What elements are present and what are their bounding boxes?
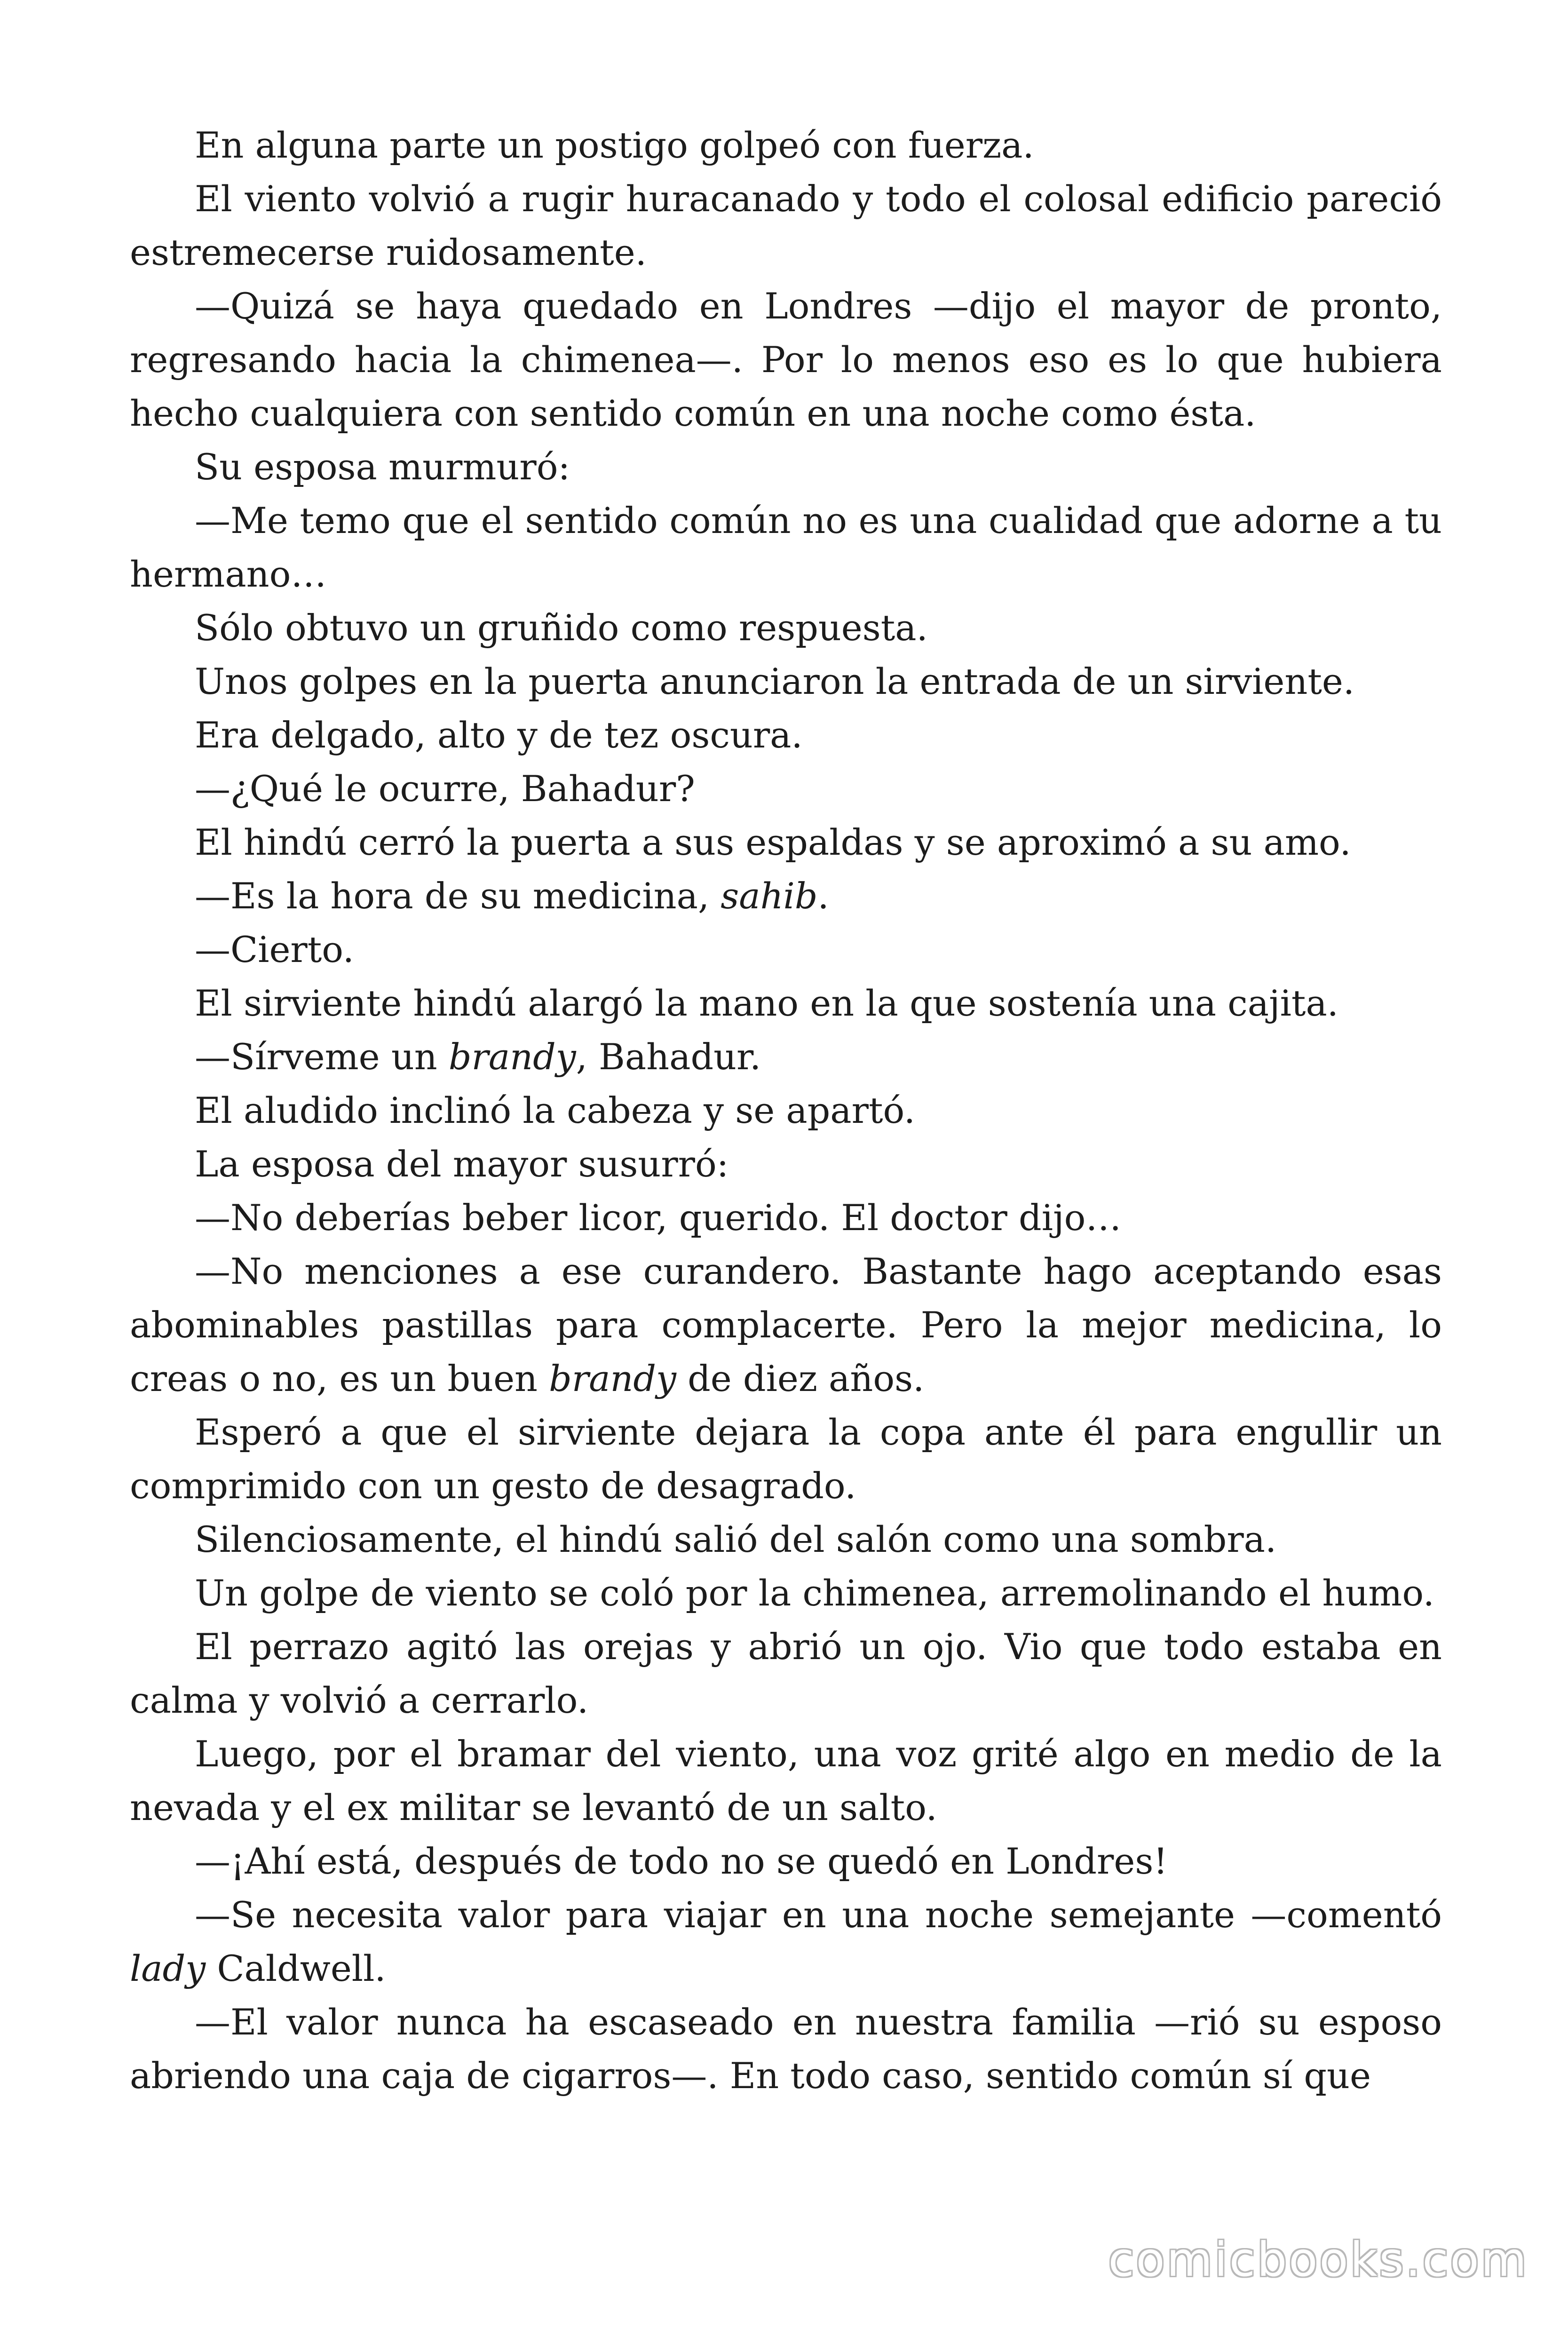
- italic-word: lady: [130, 1947, 206, 1989]
- paragraph: Sólo obtuvo un gruñido como respuesta.: [195, 607, 928, 649]
- paragraph: —El valor nunca ha escaseado en nuestra familia —rió su esposo abriendo una caja de cigarros—. En todo caso, sentido común sí que: [130, 2001, 1442, 2097]
- paragraph: El sirviente hindú alargó la mano en la que sostenía una cajita.: [195, 982, 1338, 1024]
- paragraph: —Quizá se haya quedado en Londres —dijo el mayor de pronto, regresando hacia la chimenea—. Por lo menos eso es lo que hubiera hecho cualquiera con sentido común en una noche como ésta.: [130, 285, 1442, 434]
- paragraph: —Sírveme un brandy, Bahadur.: [195, 1036, 761, 1078]
- paragraph: El perrazo agitó las orejas y abrió un ojo. Vio que todo estaba en calma y volvió a cerrarlo.: [130, 1626, 1442, 1721]
- italic-word: brandy: [448, 1036, 576, 1078]
- paragraph: Su esposa murmuró:: [195, 446, 570, 488]
- paragraph: En alguna parte un postigo golpeó con fuerza.: [195, 124, 1034, 166]
- paragraph: Esperó a que el sirviente dejara la copa ante él para engullir un comprimido con un gesto de desagrado.: [130, 1411, 1442, 1507]
- paragraph: La esposa del mayor susurró:: [195, 1143, 729, 1185]
- paragraph: —No menciones a ese curandero. Bastante hago aceptando esas abominables pastillas para complacerte. Pero la mejor medicina, lo creas o no, es un buen brandy de diez años.: [130, 1250, 1442, 1399]
- paragraph: Silenciosamente, el hindú salió del salón como una sombra.: [195, 1518, 1277, 1560]
- paragraph: El viento volvió a rugir huracanado y todo el colosal edificio pareció estremecerse ruidosamente.: [130, 178, 1442, 273]
- paragraph: —Me temo que el sentido común no es una cualidad que adorne a tu hermano…: [130, 500, 1442, 595]
- paragraph: —¡Ahí está, después de todo no se quedó en Londres!: [195, 1840, 1168, 1882]
- paragraph: El aludido inclinó la cabeza y se apartó.: [195, 1089, 916, 1131]
- paragraph: —No deberías beber licor, querido. El doctor dijo…: [195, 1197, 1122, 1239]
- paragraph: Un golpe de viento se coló por la chimenea, arremolinando el humo.: [195, 1572, 1434, 1614]
- watermark: comicbooks.com: [1108, 2232, 1528, 2287]
- paragraph: —Cierto.: [195, 929, 354, 970]
- body-text: [130, 119, 1442, 2103]
- paragraph: Luego, por el bramar del viento, una voz grité algo en medio de la nevada y el ex militar se levantó de un salto.: [130, 1733, 1442, 1828]
- paragraph: —Se necesita valor para viajar en una noche semejante —comentó lady Caldwell.: [130, 1894, 1442, 1989]
- paragraph: —¿Qué le ocurre, Bahadur?: [195, 768, 695, 810]
- italic-word: brandy: [549, 1358, 676, 1399]
- paragraph: —Es la hora de su medicina, sahib.: [195, 875, 829, 917]
- paragraph: Unos golpes en la puerta anunciaron la entrada de un sirviente.: [195, 660, 1355, 702]
- paragraph: El hindú cerró la puerta a sus espaldas y se aproximó a su amo.: [195, 821, 1351, 863]
- paragraph: Era delgado, alto y de tez oscura.: [195, 714, 803, 756]
- italic-word: sahib: [721, 875, 818, 917]
